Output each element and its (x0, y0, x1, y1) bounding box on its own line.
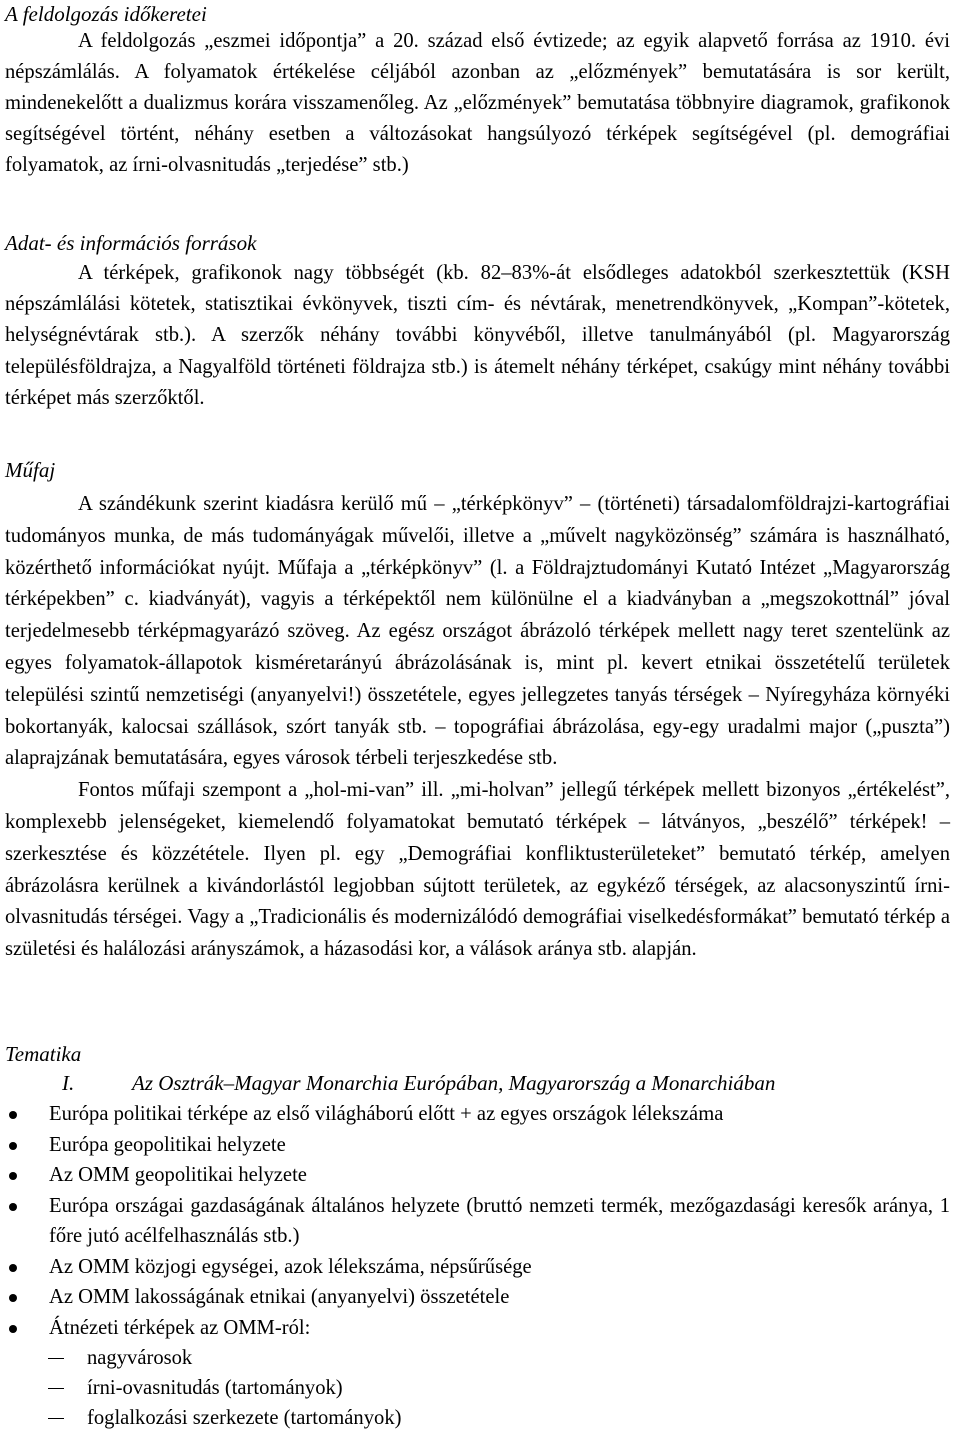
list-item (0, 1343, 960, 1373)
bullet-icon (9, 1172, 17, 1180)
list-item (0, 1252, 960, 1283)
bullet-icon (9, 1294, 17, 1302)
dash-icon (48, 1388, 64, 1389)
paragraph: A feldolgozás „eszmei időpontja” a 20. század első évtizede; az egyik alapvető forrása az 1910. évi népszámlálás. A folyamatok értékelése céljából azonban az „előzmények” bemutatására is sor került, mindenekelőtt a dualizmus korára visszamenőleg. Az „előzmények” bemutatása többnyire diagramok, grafikonok segítségével történt, néhány esetben a változásokat hangsúlyozó térképek segítségével (pl. demográfiai folyamatok, az írni-olvasnitudás „terjedése” stb.) (5, 30, 950, 176)
list-item (0, 1313, 960, 1344)
list-item-text: Az OMM geopolitikai helyzete (49, 1164, 307, 1186)
list-item-text: Az OMM lakosságának etnikai (anyanyelvi) összetétele (49, 1286, 510, 1308)
bullet-icon (9, 1142, 17, 1150)
bullet-icon (9, 1325, 17, 1333)
dash-icon (48, 1358, 64, 1359)
list-item (0, 1403, 960, 1433)
list-item (0, 1160, 960, 1191)
section-heading: Adat- és információs források (5, 231, 257, 255)
subsection-title (0, 1068, 960, 1098)
list-item-text: Átnézeti térképek az OMM-ról: (49, 1316, 311, 1339)
list-item (0, 1130, 960, 1161)
subsection-text: Az Osztrák–Magyar Monarchia Európában, Magyarország a Monarchiában (132, 1071, 776, 1095)
bullet-icon (9, 1203, 17, 1211)
section-heading: A feldolgozás időkeretei (5, 2, 207, 26)
list-item-text: írni-ovasnitudás (tartományok) (87, 1377, 343, 1399)
section-heading: Műfaj (5, 458, 56, 482)
section-forrasok (0, 229, 960, 414)
paragraph: Fontos műfaji szempont a „hol-mi-van” ill. „mi-holvan” jellegű térképek mellett bizonyos „értékelést”, komplexebb jelenségeket, kiemelendő folyamatokat bemutató térképek – látványos, „beszélő” térképek! – szerkesztése és közzététele. Ilyen pl. egy „Demográfiai konfliktusterületeket” bemutató térkép, amelyen ábrázolásra kerülnek a kivándorlástól legjobban sújtott területek, az egykéző térségek, az alacsonyszintű írni-olvasnitudás térségei. Vagy a „Tradicionális és modernizálódó demográfiai viselkedésformákat” bemutató térkép a születési és halálozási arányszámok, a házasodási kor, a válások aránya stb. alapján. (5, 779, 950, 961)
list-item (0, 1191, 960, 1252)
list-item-text: foglalkozási szerkezete (tartományok) (87, 1407, 402, 1429)
paragraph: A szándékunk szerint kiadásra kerülő mű – „térképkönyv” – (történeti) társadalomföldrajzi-kartográfiai tudományos munka, de más tudományágak művelői, illetve a „művelt nagyközönség” számára is használható, közérthető információkat nyújt. Műfaja a „térképkönyv” (l. a Földrajztudományi Kutató Intézet „Magyarország térképekben” c. kiadványát), vagyis a térképektől nem különülne el a kiadványban a „megszokottnál” jóval terjedelmesebb térképmagyarázó szöveg. Az egész országot ábrázoló térképek mellett nagy teret szentelünk az egyes folyamatok-állapotok kisméretarányú ábrázolásának is, mint pl. kevert etnikai összetételű területek települési szintű nemzetiségi (anyanyelvi!) összetétele, egyes jellegzetes tanyás térségek – Nyíregyháza környéki bokortanyák, kalocsai szállások, szórt tanyák stb. – topográfiai ábrázolása, egy-egy uradalmi major („puszta”) alaprajzának bemutatására, egyes városok térbeli terjeszkedése stb. (5, 493, 950, 770)
section-tematika (0, 1040, 960, 1433)
list-item (0, 1373, 960, 1403)
dash-list (0, 1343, 960, 1433)
bullet-icon (9, 1264, 17, 1272)
bullet-icon (9, 1111, 17, 1119)
list-item (0, 1099, 960, 1130)
paragraph: A térképek, grafikonok nagy többségét (kb. 82–83%-át elsődleges adatokból szerkesztettük (KSH népszámlálási kötetek, statisztikai évkönyvek, tiszti cím- és névtárak, menetrendkönyvek, „Kompan”-kötetek, helységnévtárak stb.). A szerzők néhány további könyvéből, illetve tanulmányából (pl. Magyarország településföldrajza, a Nagyalföld történeti földrajza stb.) is átemelt néhány térképet, csakúgy mint néhány további térképet más szerzőktől. (5, 262, 950, 409)
section-feldolgozas (0, 0, 960, 181)
list-item-text: Az OMM közjogi egységei, azok lélekszáma, népsűrűsége (49, 1255, 532, 1278)
list-item-text: Európa politikai térképe az első világháború előtt + az egyes országok lélekszáma (49, 1103, 724, 1125)
list-item (0, 1282, 960, 1313)
list-item-text: Európa geopolitikai helyzete (49, 1133, 286, 1156)
bullet-list (0, 1099, 960, 1343)
list-item-text: Európa országai gazdaságának általános helyzete (bruttó nemzeti termék, mezőgazdasági keresők aránya, 1 főre jutó acélfelhasználás stb.) (49, 1194, 950, 1247)
section-heading: Tematika (5, 1042, 82, 1066)
list-item-text: nagyvárosok (87, 1347, 193, 1369)
section-mufaj (0, 456, 960, 966)
subsection-number: I. (62, 1071, 75, 1095)
dash-icon (48, 1418, 64, 1419)
